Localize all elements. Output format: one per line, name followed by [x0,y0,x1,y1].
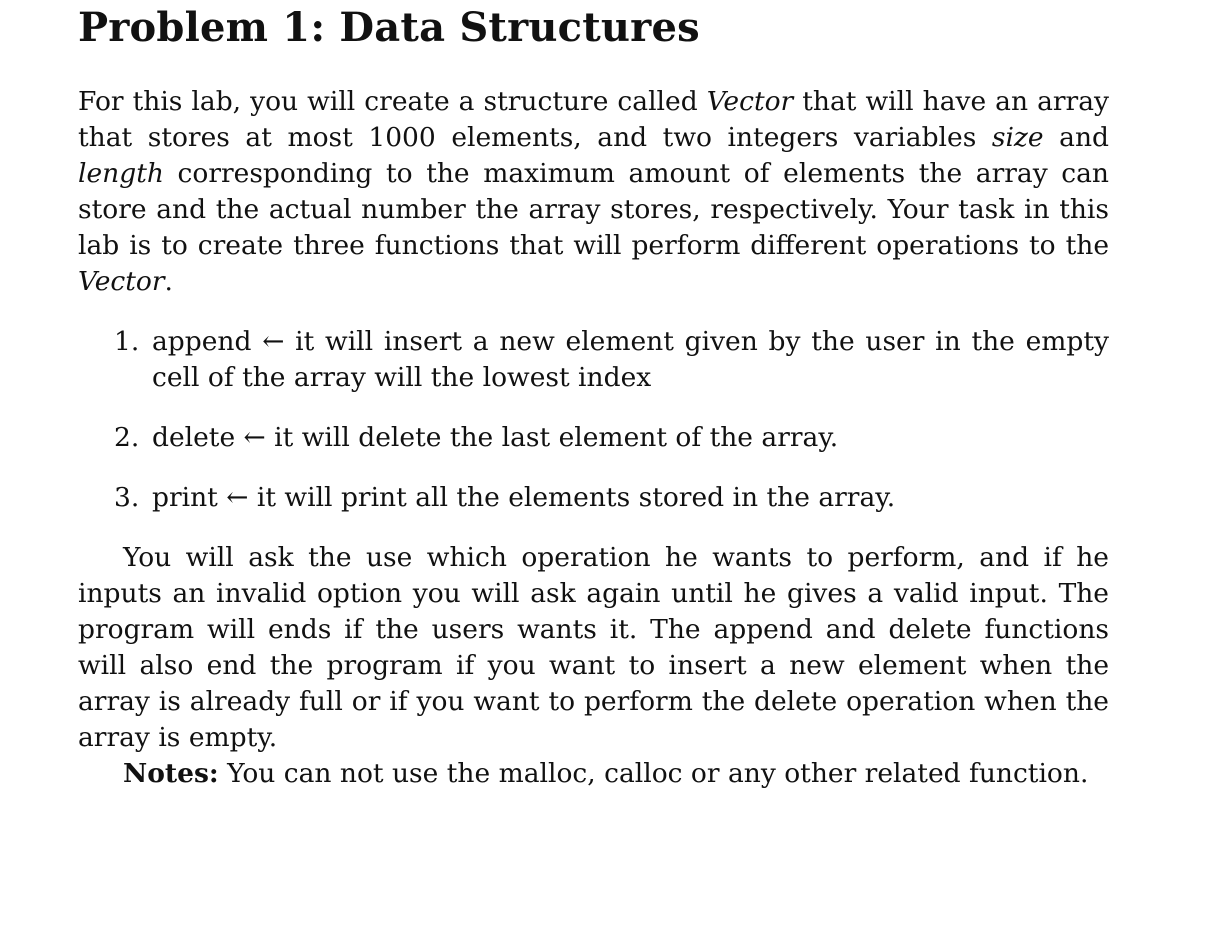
operation-text: delete ← it will delete the last element of the array. [152,422,839,453]
operations-list [78,324,1109,516]
operation-number: 3. [114,482,140,513]
intro-text-3: and [1043,122,1109,153]
instructions-text: You will ask the use which operation he wants to perform, and if he inputs an invalid option you will ask again until he gives a valid input. The program will ends if the users wants it. The append and delete functions will also end the program if you want to insert a new element when the array is already full or if you want to perform the delete operation when the array is empty. [78,542,1109,753]
notes-label: Notes: [123,758,219,789]
vector-term-2: Vector [78,266,165,297]
problem-title: Problem 1: Data Structures [78,4,700,51]
intro-paragraph [78,84,1109,300]
intro-text-1: For this lab, you will create a structure called [78,86,707,117]
intro-text-2: that will have an array that stores at most 1000 elements, and two integers variables [78,86,1109,153]
vector-term: Vector [706,86,794,117]
notes-paragraph [78,756,1109,792]
document-page [78,0,1109,792]
operation-text: print ← it will print all the elements stored in the array. [152,482,896,513]
operation-item-print [78,480,1109,516]
size-term: size [991,122,1044,153]
length-term: length [78,158,164,189]
operation-item-delete [78,420,1109,456]
operation-number: 1. [114,326,140,357]
operation-item-append [78,324,1109,396]
notes-text: You can not use the malloc, calloc or any other related function. [218,758,1089,789]
operation-text: append ← it will insert a new element given by the user in the empty cell of the array will the lowest index [152,326,1109,393]
instructions-paragraph [78,540,1109,756]
intro-text-4: corresponding to the maximum amount of elements the array can store and the actual number the array stores, respectively. Your task in this lab is to create three functions that will perform different operations to the [78,158,1109,261]
intro-text-5: . [164,266,173,297]
operation-number: 2. [114,422,140,453]
